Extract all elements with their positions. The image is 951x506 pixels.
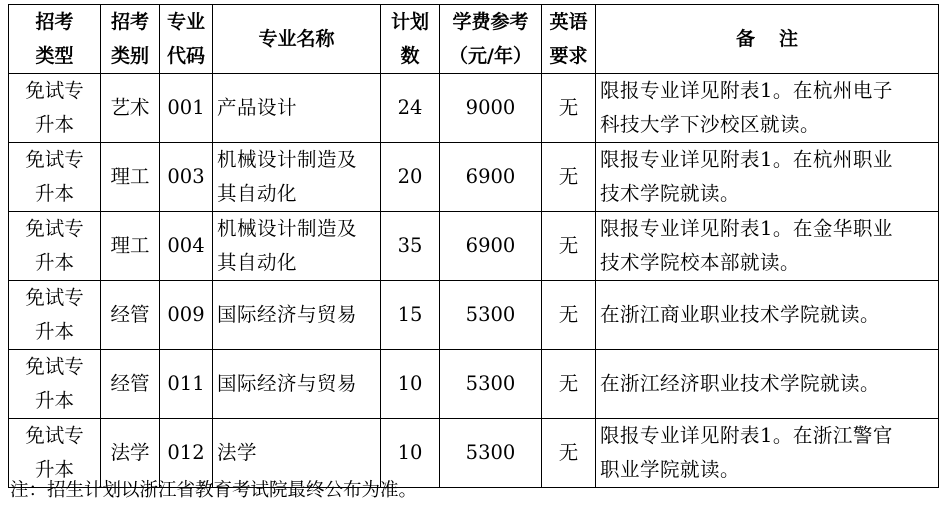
- cell-admission-type-line: 升本: [34, 182, 74, 205]
- cell-remarks-line: 职业学院就读。: [600, 458, 741, 481]
- header-remarks: 备注: [596, 5, 939, 74]
- cell-admission-category: 理工: [101, 143, 160, 212]
- cell-remarks: [596, 281, 939, 350]
- cell-plan-count: 15: [381, 281, 440, 350]
- cell-admission-type-line: 免试专: [25, 148, 84, 171]
- cell-admission-category: 经管: [101, 350, 160, 419]
- cell-remarks-line: 限报专业详见附表1。在浙江警官: [600, 424, 893, 447]
- cell-remarks-line: 限报专业详见附表1。在金华职业: [600, 217, 893, 240]
- cell-plan-count: 35: [381, 212, 440, 281]
- header-english-line2: 要求: [549, 45, 588, 67]
- cell-admission-type-line: 免试专: [25, 286, 84, 309]
- cell-english-requirement: 无: [542, 419, 596, 488]
- cell-major-code: 009: [160, 281, 213, 350]
- table-row: [9, 212, 939, 281]
- table-footnote: 注：招生计划以浙江省教育考试院最终公布为准。: [10, 480, 418, 501]
- admission-plan-table-container: [8, 4, 938, 488]
- cell-english-requirement: 无: [542, 143, 596, 212]
- cell-major-name-line: 国际经济与贸易: [217, 372, 358, 395]
- cell-tuition: 6900: [440, 143, 542, 212]
- cell-remarks: [596, 350, 939, 419]
- header-admission-type: [9, 5, 101, 74]
- cell-admission-type-line: 免试专: [25, 217, 84, 240]
- header-admission-type-line1: 招考: [35, 11, 74, 33]
- header-english-line1: 英语: [549, 11, 588, 33]
- cell-admission-type: [9, 281, 101, 350]
- cell-admission-category: 法学: [101, 419, 160, 488]
- cell-admission-category: 艺术: [101, 74, 160, 143]
- cell-remarks: [596, 212, 939, 281]
- cell-tuition: 5300: [440, 281, 542, 350]
- cell-remarks-line: 限报专业详见附表1。在杭州电子: [600, 79, 893, 102]
- cell-major-code: 003: [160, 143, 213, 212]
- cell-english-requirement: 无: [542, 74, 596, 143]
- header-admission-type-line2: 类型: [35, 45, 74, 67]
- cell-admission-category: 经管: [101, 281, 160, 350]
- header-admission-category: [101, 5, 160, 74]
- cell-plan-count: 20: [381, 143, 440, 212]
- cell-admission-type: [9, 74, 101, 143]
- cell-major-code: 012: [160, 419, 213, 488]
- cell-tuition: 5300: [440, 350, 542, 419]
- cell-remarks-line: 技术学院就读。: [600, 182, 741, 205]
- cell-major-name: [213, 212, 381, 281]
- cell-remarks-line: 在浙江商业职业技术学院就读。: [600, 303, 881, 326]
- cell-remarks: [596, 143, 939, 212]
- cell-major-code: 004: [160, 212, 213, 281]
- cell-plan-count: 24: [381, 74, 440, 143]
- cell-major-code: 001: [160, 74, 213, 143]
- cell-plan-count: 10: [381, 419, 440, 488]
- cell-major-name-line: 产品设计: [217, 96, 298, 119]
- header-major-name: 专业名称: [213, 5, 381, 74]
- header-major-code-line1: 专业: [166, 11, 205, 33]
- cell-tuition: 6900: [440, 212, 542, 281]
- cell-remarks-line: 限报专业详见附表1。在杭州职业: [600, 148, 893, 171]
- cell-major-name: [213, 350, 381, 419]
- header-major-code: [160, 5, 213, 74]
- header-tuition-line1: 学费参考: [452, 11, 529, 33]
- cell-major-name: [213, 281, 381, 350]
- cell-major-name: [213, 143, 381, 212]
- header-major-code-line2: 代码: [166, 45, 205, 67]
- cell-admission-type-line: 升本: [34, 389, 74, 412]
- cell-remarks-line: 在浙江经济职业技术学院就读。: [600, 372, 881, 395]
- table-row: [9, 74, 939, 143]
- cell-major-name: [213, 74, 381, 143]
- table-body: [9, 74, 939, 488]
- cell-remarks-line: 技术学院校本部就读。: [600, 251, 801, 274]
- cell-major-name-line: 其自动化: [217, 182, 298, 205]
- header-admission-category-line2: 类别: [110, 45, 149, 67]
- header-tuition-line2: （元/年）: [449, 45, 532, 67]
- cell-english-requirement: 无: [542, 281, 596, 350]
- cell-admission-type-line: 升本: [34, 251, 74, 274]
- cell-english-requirement: 无: [542, 212, 596, 281]
- cell-tuition: 5300: [440, 419, 542, 488]
- cell-admission-type-line: 升本: [34, 458, 74, 481]
- header-admission-category-line1: 招考: [110, 11, 149, 33]
- cell-major-name-line: 机械设计制造及: [217, 148, 358, 171]
- cell-remarks: [596, 74, 939, 143]
- cell-admission-type: [9, 212, 101, 281]
- cell-admission-type-line: 免试专: [25, 79, 84, 102]
- cell-major-name-line: 机械设计制造及: [217, 217, 358, 240]
- cell-remarks: [596, 419, 939, 488]
- header-tuition: [440, 5, 542, 74]
- header-plan-count-line2: 数: [400, 45, 420, 67]
- header-plan-count: [381, 5, 440, 74]
- cell-major-name-line: 法学: [217, 441, 258, 464]
- cell-admission-type-line: 免试专: [25, 355, 84, 378]
- cell-tuition: 9000: [440, 74, 542, 143]
- cell-remarks-line: 科技大学下沙校区就读。: [600, 113, 821, 136]
- table-header: [9, 5, 939, 74]
- table-row: [9, 281, 939, 350]
- cell-major-name-line: 其自动化: [217, 251, 298, 274]
- cell-english-requirement: 无: [542, 350, 596, 419]
- cell-admission-type-line: 升本: [34, 320, 74, 343]
- cell-admission-type: [9, 350, 101, 419]
- cell-admission-category: 理工: [101, 212, 160, 281]
- header-plan-count-line1: 计划: [390, 11, 429, 33]
- header-english: [542, 5, 596, 74]
- cell-admission-type-line: 免试专: [25, 424, 84, 447]
- cell-major-name-line: 国际经济与贸易: [217, 303, 358, 326]
- header-row: [9, 5, 939, 74]
- cell-major-code: 011: [160, 350, 213, 419]
- table-row: [9, 350, 939, 419]
- cell-admission-type: [9, 143, 101, 212]
- admission-plan-table: [8, 4, 939, 488]
- table-row: [9, 143, 939, 212]
- cell-admission-type-line: 升本: [34, 113, 74, 136]
- cell-plan-count: 10: [381, 350, 440, 419]
